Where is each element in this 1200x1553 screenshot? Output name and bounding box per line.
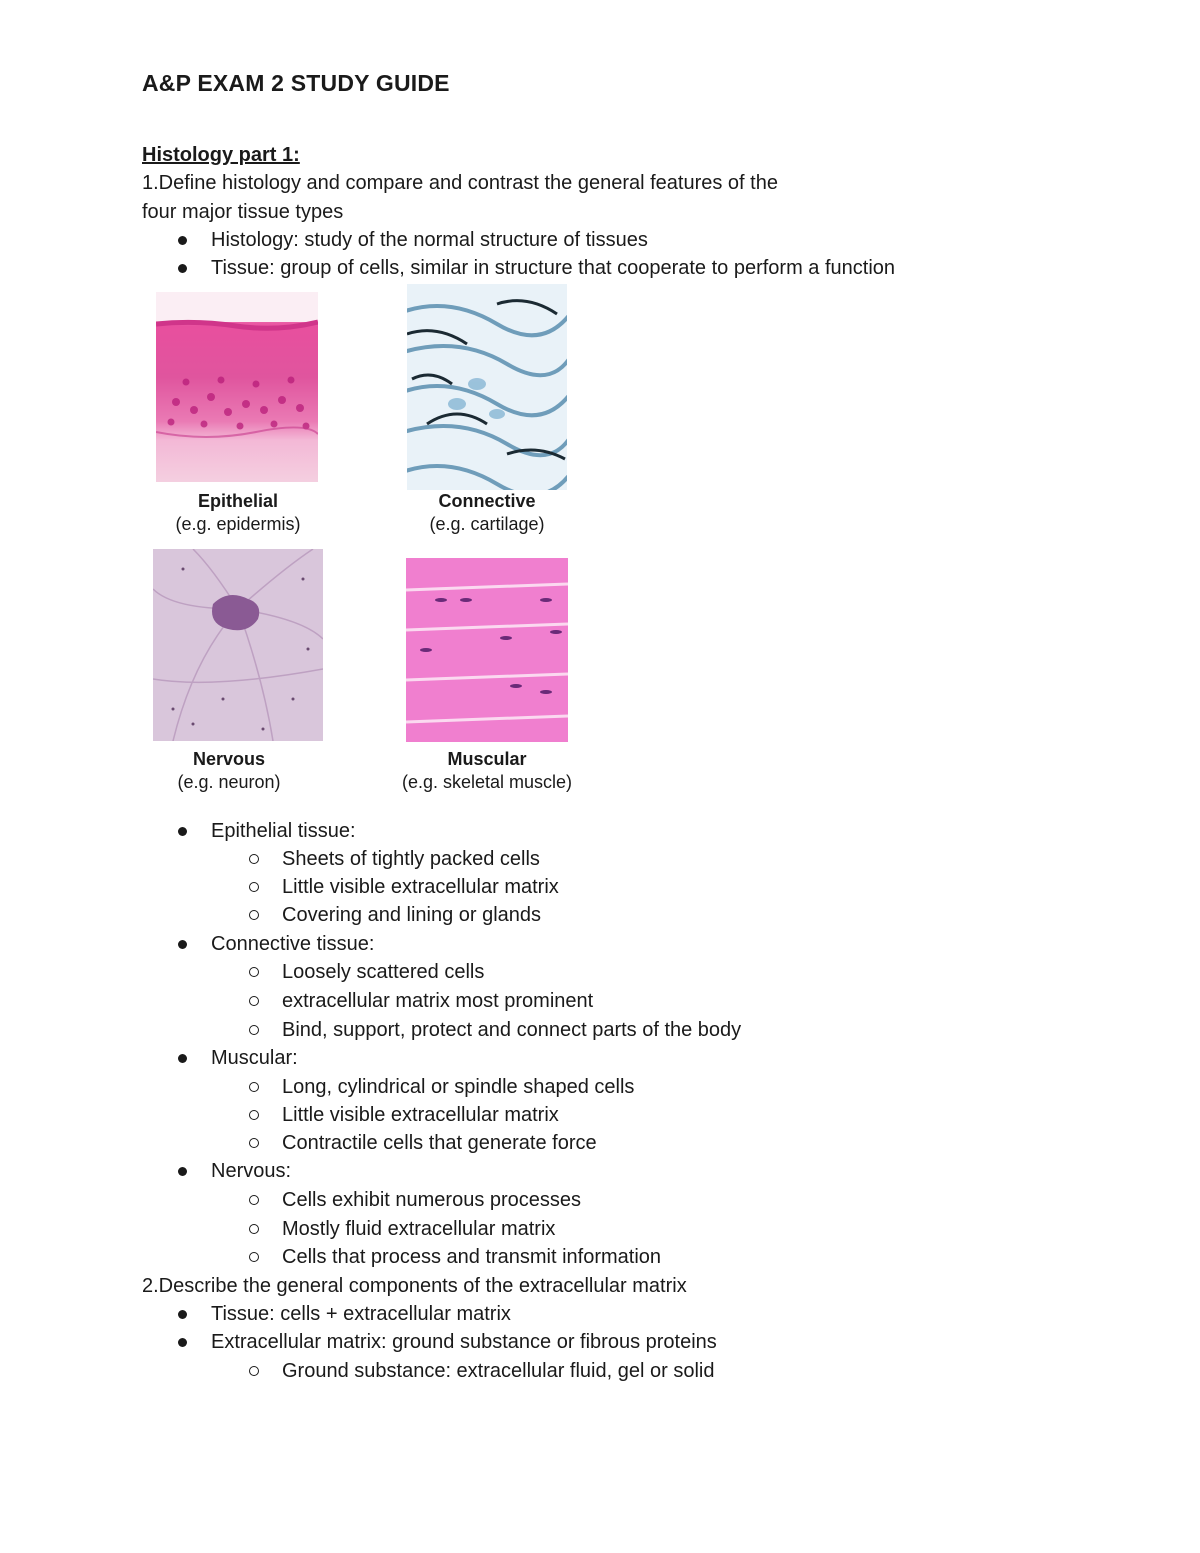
question-2-line: 2.Describe the general components of the extracellular matrix [142, 1275, 687, 1297]
circle-bullet-icon [249, 882, 259, 892]
circle-bullet-icon [249, 854, 259, 864]
bullet-icon [178, 1167, 187, 1176]
circle-bullet-icon [249, 1252, 259, 1262]
list-item [282, 1215, 555, 1243]
list-item-text: Little visible extracellular matrix [282, 876, 559, 898]
muscular-caption-example: (e.g. skeletal muscle) [401, 772, 573, 792]
circle-bullet-icon [249, 1366, 259, 1376]
list-item-text: Epithelial tissue: [211, 820, 356, 842]
list-item [282, 1357, 714, 1385]
list-item-text: extracellular matrix most prominent [282, 990, 594, 1012]
list-item-text: Tissue: cells + extracellular matrix [211, 1303, 511, 1325]
question-1-line-1: 1.Define histology and compare and contrast the general features of the [142, 172, 778, 194]
muscular-tissue-image [406, 558, 568, 742]
circle-bullet-icon [249, 910, 259, 920]
bullet-icon [178, 1310, 187, 1319]
tissue-connective-item [211, 930, 374, 958]
list-item [211, 1300, 511, 1328]
list-item [282, 1186, 581, 1214]
tissue-epithelial-item [211, 817, 356, 845]
list-item-text: Covering and lining or glands [282, 904, 542, 926]
list-item [211, 254, 895, 282]
list-item-text: Nervous: [211, 1160, 292, 1182]
list-item-text: Cells that process and transmit information [282, 1246, 662, 1268]
epithelial-caption-example: (e.g. epidermis) [175, 514, 301, 534]
list-item [211, 226, 648, 254]
list-item-text: Bind, support, protect and connect parts of the body [282, 1019, 742, 1041]
connective-tissue-image [407, 284, 567, 490]
list-item [282, 873, 559, 901]
list-item-text: Long, cylindrical or spindle shaped cells [282, 1076, 635, 1098]
connective-caption-name: Connective [438, 491, 536, 511]
circle-bullet-icon [249, 1110, 259, 1120]
list-item [282, 1129, 597, 1157]
list-item [282, 1073, 634, 1101]
list-item-text: Little visible extracellular matrix [282, 1104, 559, 1126]
list-item-text: Loosely scattered cells [282, 961, 485, 983]
circle-bullet-icon [249, 967, 259, 977]
section-heading: Histology part 1: [142, 144, 300, 166]
tissue-nervous-item [211, 1157, 291, 1185]
circle-bullet-icon [249, 1082, 259, 1092]
circle-bullet-icon [249, 1138, 259, 1148]
tissue-muscular-item [211, 1044, 298, 1072]
circle-bullet-icon [249, 1025, 259, 1035]
bullet-icon [178, 236, 187, 245]
nervous-tissue-image [153, 549, 323, 741]
list-item [282, 845, 540, 873]
circle-bullet-icon [249, 1224, 259, 1234]
list-item-text: Connective tissue: [211, 933, 375, 955]
list-item-text: Sheets of tightly packed cells [282, 848, 540, 870]
list-item-text: Mostly fluid extracellular matrix [282, 1218, 556, 1240]
nervous-caption-name: Nervous [192, 749, 266, 769]
list-item [282, 1101, 559, 1129]
list-item [282, 987, 593, 1015]
bullet-icon [178, 1054, 187, 1063]
list-item-text: Cells exhibit numerous processes [282, 1189, 582, 1211]
list-item [282, 958, 484, 986]
list-item-text: Contractile cells that generate force [282, 1132, 597, 1154]
epithelial-caption-name: Epithelial [197, 491, 278, 511]
bullet-icon [178, 827, 187, 836]
question-1-line-2: four major tissue types [142, 201, 344, 223]
bullet-icon [178, 1338, 187, 1347]
list-item-text: Histology: study of the normal structure of tissues [211, 229, 648, 251]
nervous-caption-example: (e.g. neuron) [177, 772, 281, 792]
connective-caption-example: (e.g. cartilage) [429, 514, 545, 534]
list-item [282, 901, 541, 929]
list-item-text: Tissue: group of cells, similar in structure that cooperate to perform a function [211, 257, 896, 279]
list-item [282, 1016, 741, 1044]
list-item-text: Extracellular matrix: ground substance or fibrous proteins [211, 1331, 717, 1353]
circle-bullet-icon [249, 996, 259, 1006]
epithelial-tissue-image [156, 292, 318, 482]
list-item [282, 1243, 661, 1271]
list-item-text: Muscular: [211, 1047, 298, 1069]
circle-bullet-icon [249, 1195, 259, 1205]
bullet-icon [178, 940, 187, 949]
document-title: A&P EXAM 2 STUDY GUIDE [142, 70, 450, 96]
bullet-icon [178, 264, 187, 273]
list-item-text: Ground substance: extracellular fluid, gel or solid [282, 1360, 715, 1382]
list-item [211, 1328, 717, 1356]
muscular-caption-name: Muscular [447, 749, 527, 769]
